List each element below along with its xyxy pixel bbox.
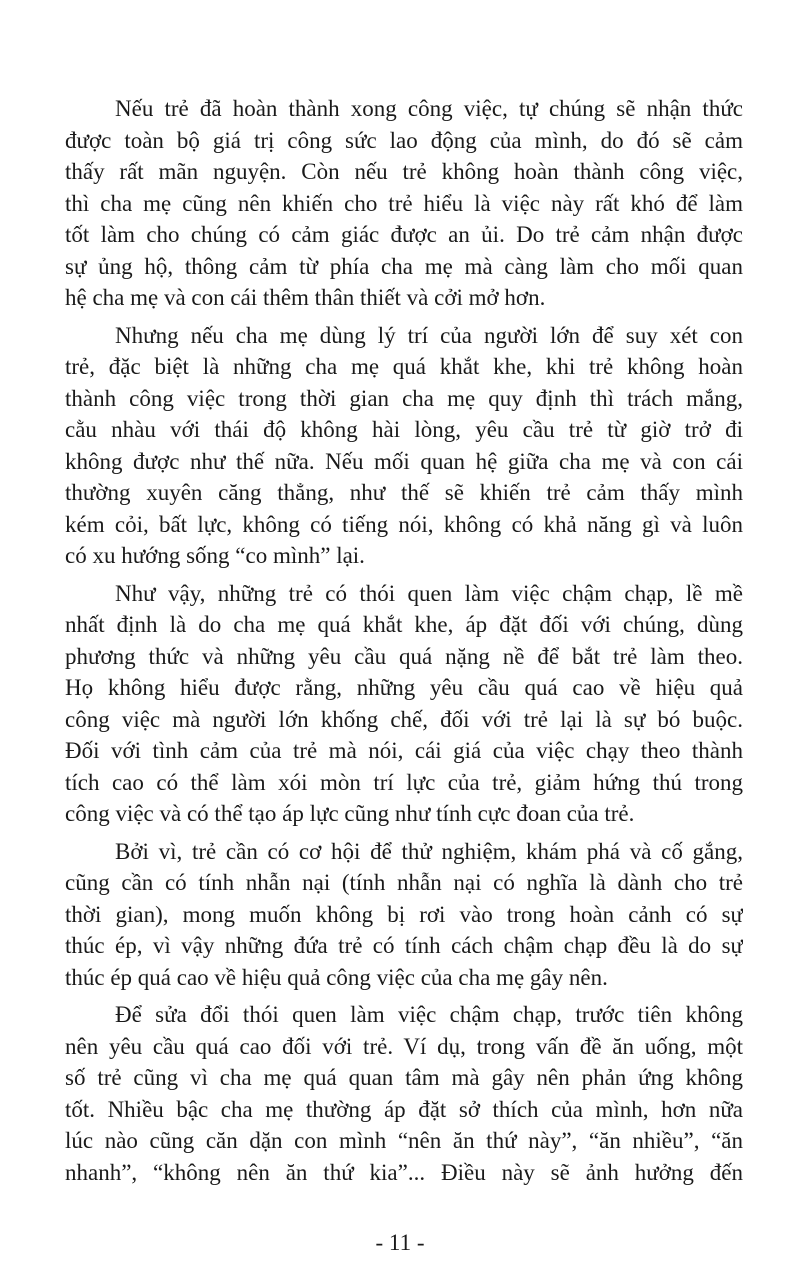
text-line: Đối với tình cảm của trẻ mà nói, cái giá của việc chạy theo thành bbox=[65, 738, 743, 763]
paragraph-3 bbox=[65, 578, 743, 830]
text-line: Họ không hiểu được rằng, những yêu cầu quá cao về hiệu quả bbox=[65, 675, 743, 700]
paragraph-5 bbox=[65, 999, 743, 1188]
text-line: Nếu trẻ đã hoàn thành xong công việc, tự chúng sẽ nhận thức bbox=[115, 96, 743, 121]
text-line: số trẻ cũng vì cha mẹ quá quan tâm mà gây nên phản ứng không bbox=[65, 1065, 743, 1090]
text-line: thúc ép quá cao về hiệu quả công việc của cha mẹ gây nên. bbox=[65, 964, 608, 990]
text-line: cũng cần có tính nhẫn nại (tính nhẫn nại có nghĩa là dành cho trẻ bbox=[65, 870, 743, 895]
text-line: tốt. Nhiều bậc cha mẹ thường áp đặt sở thích của mình, hơn nữa bbox=[65, 1096, 743, 1122]
text-line: có xu hướng sống “co mình” lại. bbox=[65, 543, 365, 568]
text-line: cằu nhàu với thái độ không hài lòng, yêu cầu trẻ từ giờ trở đi bbox=[65, 417, 743, 442]
text-line: công việc mà người lớn khống chế, đối với trẻ lại là sự bó buộc. bbox=[65, 706, 743, 732]
text-line: sự ủng hộ, thông cảm từ phía cha mẹ mà càng làm cho mối quan bbox=[65, 253, 743, 279]
text-line: Để sửa đổi thói quen làm việc chậm chạp, trước tiên không bbox=[115, 1002, 743, 1027]
text-line: lúc nào cũng căn dặn con mình “nên ăn thứ này”, “ăn nhiều”, “ăn bbox=[65, 1128, 743, 1153]
text-line: nên yêu cầu quá cao đối với trẻ. Ví dụ, trong vấn đề ăn uống, một bbox=[65, 1033, 743, 1059]
text-line: thường xuyên căng thẳng, như thế sẽ khiến trẻ cảm thấy mình bbox=[65, 480, 743, 505]
text-line: thời gian), mong muốn không bị rơi vào trong hoàn cảnh có sự bbox=[65, 901, 743, 927]
page-number: - 11 - bbox=[375, 1230, 425, 1255]
text-line: không được như thế nữa. Nếu mối quan hệ giữa cha mẹ và con cái bbox=[65, 448, 743, 474]
text-line: phương thức và những yêu cầu quá nặng nề để bắt trẻ làm theo. bbox=[65, 643, 743, 669]
text-line: Như vậy, những trẻ có thói quen làm việc chậm chạp, lề mề bbox=[115, 580, 743, 606]
text-line: Bởi vì, trẻ cần có cơ hội để thử nghiệm, khám phá và cố gắng, bbox=[115, 838, 743, 864]
text-line: tích cao có thể làm xói mòn trí lực của trẻ, giảm hứng thú trong bbox=[65, 769, 743, 795]
text-line: thành công việc trong thời gian cha mẹ quy định thì trách mắng, bbox=[65, 385, 743, 411]
text-line: hệ cha mẹ và con cái thêm thân thiết và cởi mở hơn. bbox=[65, 285, 546, 310]
text-line: kém cỏi, bất lực, không có tiếng nói, không có khả năng gì và luôn bbox=[65, 511, 743, 537]
text-line: trẻ, đặc biệt là những cha mẹ quá khắt khe, khi trẻ không hoàn bbox=[65, 354, 743, 379]
paragraph-2 bbox=[65, 320, 743, 572]
text-line: nhất định là do cha mẹ quá khắt khe, áp đặt đối với chúng, dùng bbox=[65, 612, 743, 637]
body-text bbox=[65, 93, 743, 1194]
paragraph-1 bbox=[65, 93, 743, 314]
text-line: được toàn bộ giá trị công sức lao động của mình, do đó sẽ cảm bbox=[65, 127, 743, 153]
text-line: tốt làm cho chúng có cảm giác được an ủi. Do trẻ cảm nhận được bbox=[65, 222, 743, 247]
text-line: Nhưng nếu cha mẹ dùng lý trí của người lớn để suy xét con bbox=[115, 322, 743, 348]
text-line: công việc và có thể tạo áp lực cũng như tính cực đoan của trẻ. bbox=[65, 801, 635, 826]
text-line: thì cha mẹ cũng nên khiến cho trẻ hiểu là việc này rất khó để làm bbox=[65, 190, 743, 216]
text-line: nhanh”, “không nên ăn thứ kia”... Điều này sẽ ảnh hưởng đến bbox=[65, 1159, 743, 1185]
paragraph-4 bbox=[65, 836, 743, 994]
text-line: thúc ép, vì vậy những đứa trẻ có tính cách chậm chạp đều là do sự bbox=[65, 933, 743, 958]
text-line: thấy rất mãn nguyện. Còn nếu trẻ không hoàn thành công việc, bbox=[65, 159, 743, 184]
